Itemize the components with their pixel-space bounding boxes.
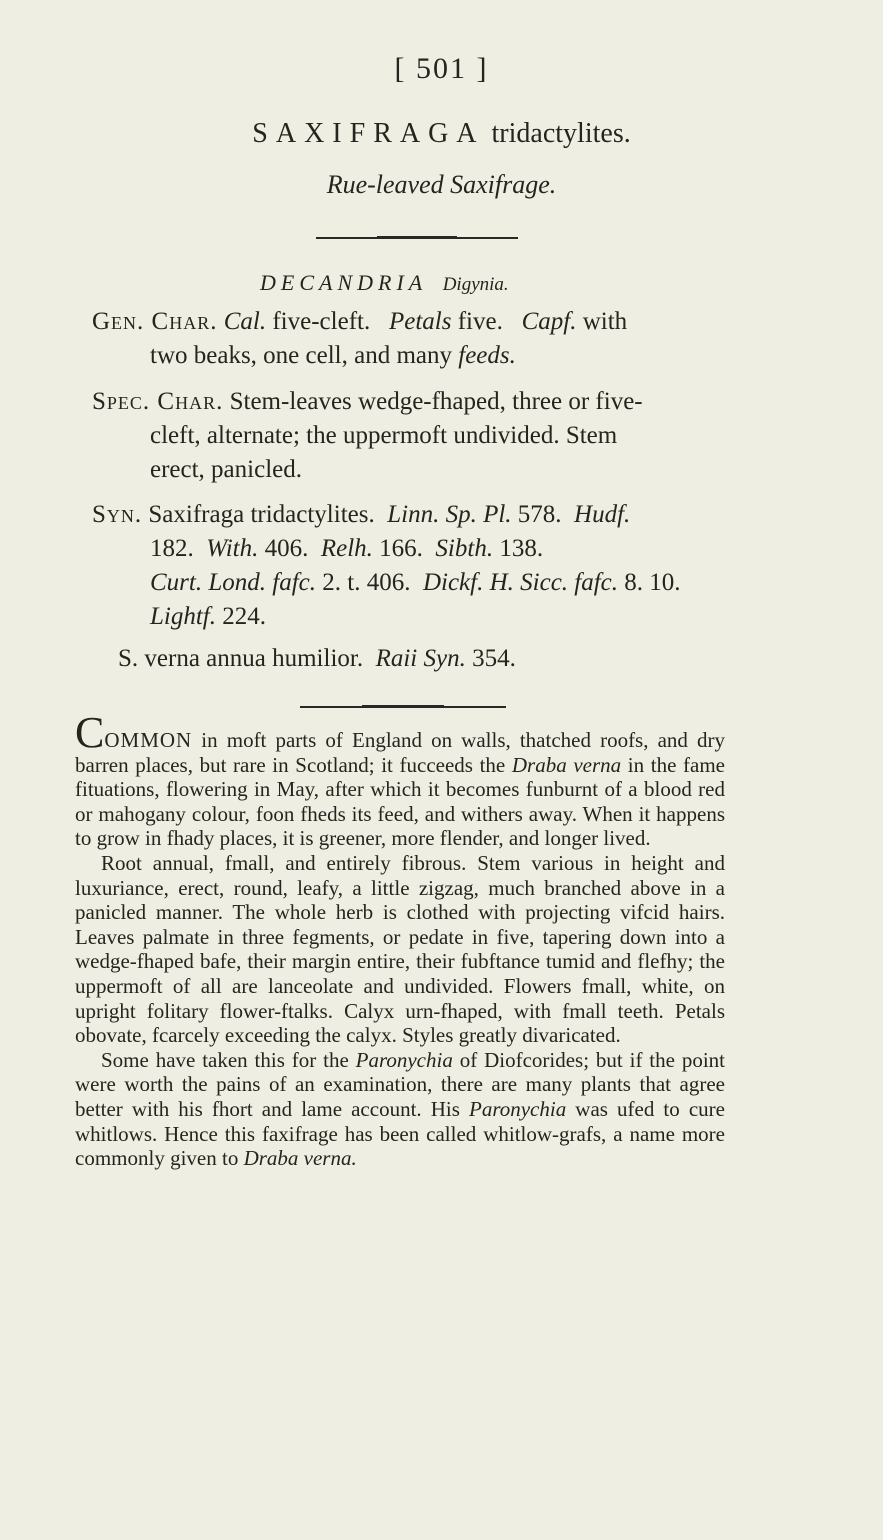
class-name: DECANDRIA: [260, 270, 428, 295]
linnaean-class: [260, 270, 509, 296]
italic-name: Paronychia: [355, 1047, 453, 1072]
synonym-second-name: S. verna annua humilior.: [118, 645, 364, 672]
genus-name: SAXIFRAGA: [252, 118, 485, 149]
ref-source: Hudf.: [574, 501, 631, 528]
ref-source: Linn. Sp. Pl.: [387, 501, 512, 528]
italic-name: Paronychia: [469, 1096, 567, 1121]
seeds-word: feeds.: [458, 342, 516, 369]
paragraph-text: in the fame fituations, flowering in May, after which it becomes funburnt of a blood red or mahogany colour, foon fheds its feed, and withers away. When it happens to grow in fhady places, it is greener, more flender, and longer lived.: [75, 752, 725, 851]
paragraph-text: of Diofcorides; but if the point were worth the pains of an examination, there are many plants that agree better with his fhort and lame account. His: [75, 1047, 725, 1121]
specific-character: [92, 385, 742, 487]
ref-source: Relh.: [320, 535, 373, 562]
ref-source: Dickf. H. Sicc. fafc.: [422, 569, 619, 596]
opening-caps: OMMON: [104, 728, 193, 752]
ref-number: 182.: [150, 535, 194, 562]
calyx-text: five-cleft.: [272, 308, 371, 335]
description-paragraph-3: [75, 1048, 725, 1171]
syn-label: Syn.: [92, 501, 143, 528]
calyx-label: Cal.: [223, 308, 267, 335]
ref-number: 2. t. 406.: [322, 569, 411, 596]
spec-char-line-2: cleft, alternate; the uppermoft undivided. Stem: [150, 422, 618, 449]
page-number: [ 501 ]: [394, 52, 489, 85]
petals-label: Petals: [388, 308, 452, 335]
paragraph-text: in moft parts of England on walls, thatched roofs, and dry barren places, but rare in Scotland; it fucceeds the: [75, 728, 725, 777]
ref-number: 224.: [222, 603, 266, 630]
spec-char-line-3: erect, panicled.: [150, 456, 302, 483]
generic-character: [92, 305, 742, 373]
ref-source: Lightf.: [150, 603, 216, 630]
ref-number: 354.: [472, 645, 516, 672]
petals-text: five.: [457, 308, 503, 335]
divider-top: [316, 237, 518, 239]
synonym-name: Saxifraga tridactylites.: [148, 501, 375, 528]
synonym-raii: [118, 645, 516, 673]
capsule-text-2: two beaks, one cell, and many: [150, 342, 452, 369]
spec-char-line-1: Stem-leaves wedge-fhaped, three or five-: [229, 388, 643, 415]
common-name: Rue-leaved Saxifrage.: [326, 170, 557, 199]
order-name: Digynia.: [442, 274, 509, 295]
description-paragraph-2: Root annual, fmall, and entirely fibrous. Stem various in height and luxuriance, erect, round, leafy, a little zigzag, much branched above in a panicled manner. The whole herb is clothed with projecting vifcid hairs. Leaves palmate in three fegments, or pedate in five, tapering down into a wedge-fhaped bafe, their margin entire, their fubftance tumid and flefhy; the uppermoft of all are lanceolate and undivided. Flowers fmall, white, on upright folitary flower-ftalks. Calyx urn-fhaped, with fmall teeth. Petals obovate, fcarcely exceeding the calyx. Styles greatly divaricated.: [75, 850, 725, 1048]
description: [75, 708, 725, 1171]
gen-char-label: Gen. Char.: [92, 308, 218, 335]
description-paragraph-1: [75, 708, 725, 851]
ref-number: 8. 10.: [624, 569, 681, 596]
capsule-label: Capf.: [521, 308, 577, 335]
synonymy: [92, 498, 742, 634]
spec-char-label: Spec. Char.: [92, 388, 224, 415]
divider-middle: [300, 706, 506, 708]
ref-number: 138.: [499, 535, 544, 562]
ref-number: 578.: [517, 501, 562, 528]
ref-source: Curt. Lond. fafc.: [150, 569, 316, 596]
species-title: [0, 118, 883, 150]
ref-source: With.: [206, 535, 259, 562]
italic-name: Draba verna: [511, 752, 622, 777]
ref-number: 406.: [264, 535, 309, 562]
paragraph-text: Some have taken this for the: [101, 1047, 356, 1072]
capsule-text-1: with: [582, 308, 628, 335]
ref-number: 166.: [379, 535, 423, 562]
paragraph-text: was ufed to cure whitlows. Hence this faxifrage has been called whitlow-grafs, a name more commonly given to: [75, 1096, 725, 1171]
drop-cap: C: [75, 708, 105, 757]
ref-source: Sibth.: [435, 535, 494, 562]
species-epithet: tridactylites.: [491, 118, 631, 149]
ref-source: Raii Syn.: [375, 645, 466, 672]
italic-name: Draba verna.: [243, 1146, 357, 1171]
